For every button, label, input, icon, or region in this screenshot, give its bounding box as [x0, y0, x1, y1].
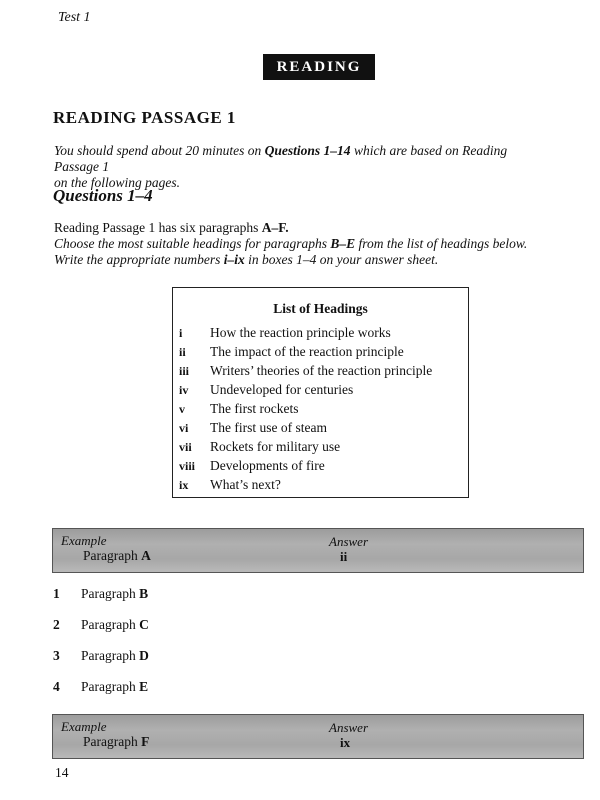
heading-item	[179, 418, 464, 437]
heading-number: i	[179, 326, 183, 340]
example-paragraph-text: Paragraph	[83, 734, 142, 749]
headings-box	[172, 287, 469, 498]
heading-item	[179, 342, 464, 361]
task-line-2	[54, 236, 564, 252]
instruction-line-2: on the following pages.	[54, 175, 180, 190]
example-band-f	[52, 714, 584, 759]
instruction-text-start: You should spend about 20 minutes on	[54, 143, 265, 158]
task-line-2-end: from the list of headings below.	[355, 236, 528, 251]
question-text	[81, 586, 148, 601]
task-line-3-range: i–ix	[223, 252, 245, 267]
heading-text: The impact of the reaction principle	[210, 344, 404, 359]
time-instruction	[54, 143, 554, 191]
example-label: Example	[61, 533, 107, 548]
question-text-label: Paragraph	[81, 648, 140, 663]
question-text-label: Paragraph	[81, 586, 140, 601]
question-number: 1	[53, 586, 60, 601]
question-letter: E	[139, 679, 149, 694]
example-answer: ix	[340, 735, 351, 750]
question-letter: D	[139, 648, 149, 663]
heading-item	[179, 380, 464, 399]
example-paragraph	[83, 734, 149, 750]
heading-item	[179, 437, 464, 456]
heading-number: iii	[179, 364, 190, 378]
heading-number: vii	[179, 440, 192, 454]
question-item	[53, 617, 149, 633]
task-line-1-text: Reading Passage 1 has six paragraphs	[54, 220, 262, 235]
instruction-text-end: which are based on Reading Passage 1	[54, 143, 508, 174]
task-instructions	[54, 220, 564, 268]
questions-title: Questions 1–4	[53, 186, 153, 205]
passage-title: READING PASSAGE 1	[53, 108, 236, 127]
question-item	[53, 679, 148, 695]
question-text	[81, 679, 148, 694]
example-paragraph-letter: F	[141, 734, 150, 749]
section-banner: READING	[263, 54, 375, 80]
heading-number: iv	[179, 383, 189, 397]
heading-text: Writers’ theories of the reaction principle	[210, 363, 433, 378]
heading-text: The first use of steam	[210, 420, 327, 435]
heading-item	[179, 456, 464, 475]
answer-label: Answer	[329, 720, 368, 735]
task-line-3-start: Write the appropriate numbers	[54, 252, 224, 267]
example-band-a	[52, 528, 584, 573]
question-text-label: Paragraph	[81, 679, 140, 694]
heading-number: ii	[179, 345, 186, 359]
task-line-3	[54, 252, 564, 268]
question-text-label: Paragraph	[81, 617, 140, 632]
heading-number: viii	[179, 459, 196, 473]
heading-text: Undeveloped for centuries	[210, 382, 354, 397]
heading-text: Developments of fire	[210, 458, 325, 473]
headings-title: List of Headings	[273, 301, 368, 316]
heading-item	[179, 323, 464, 342]
example-paragraph-text: Paragraph	[83, 548, 142, 563]
example-paragraph-letter: A	[141, 548, 151, 563]
question-number: 3	[53, 648, 60, 663]
heading-text: Rockets for military use	[210, 439, 341, 454]
heading-item	[179, 475, 464, 494]
question-number: 4	[53, 679, 60, 694]
heading-item	[179, 361, 464, 380]
question-item	[53, 648, 149, 664]
task-line-1-range: A–F.	[261, 220, 289, 235]
headings-list	[179, 323, 464, 494]
heading-number: ix	[179, 478, 189, 492]
question-text	[81, 648, 149, 663]
heading-number: vi	[179, 421, 189, 435]
example-label: Example	[61, 719, 107, 734]
question-letter: C	[139, 617, 149, 632]
heading-text: What’s next?	[210, 477, 281, 492]
question-letter: B	[139, 586, 149, 601]
question-text	[81, 617, 149, 632]
answer-label: Answer	[329, 534, 368, 549]
running-head: Test 1	[58, 10, 91, 25]
heading-text: How the reaction principle works	[210, 325, 391, 340]
task-line-3-end: in boxes 1–4 on your answer sheet.	[244, 252, 439, 267]
instruction-questions-range: Questions 1–14	[264, 143, 351, 158]
task-line-1	[54, 220, 564, 236]
heading-text: The first rockets	[210, 401, 299, 416]
example-answer: ii	[340, 549, 348, 564]
task-line-2-range: B–E	[330, 236, 356, 251]
heading-item	[179, 399, 464, 418]
task-line-2-start: Choose the most suitable headings for paragraphs	[54, 236, 331, 251]
heading-number: v	[179, 402, 185, 416]
question-item	[53, 586, 148, 602]
page-number: 14	[55, 765, 69, 780]
question-number: 2	[53, 617, 60, 632]
example-paragraph	[83, 548, 151, 564]
